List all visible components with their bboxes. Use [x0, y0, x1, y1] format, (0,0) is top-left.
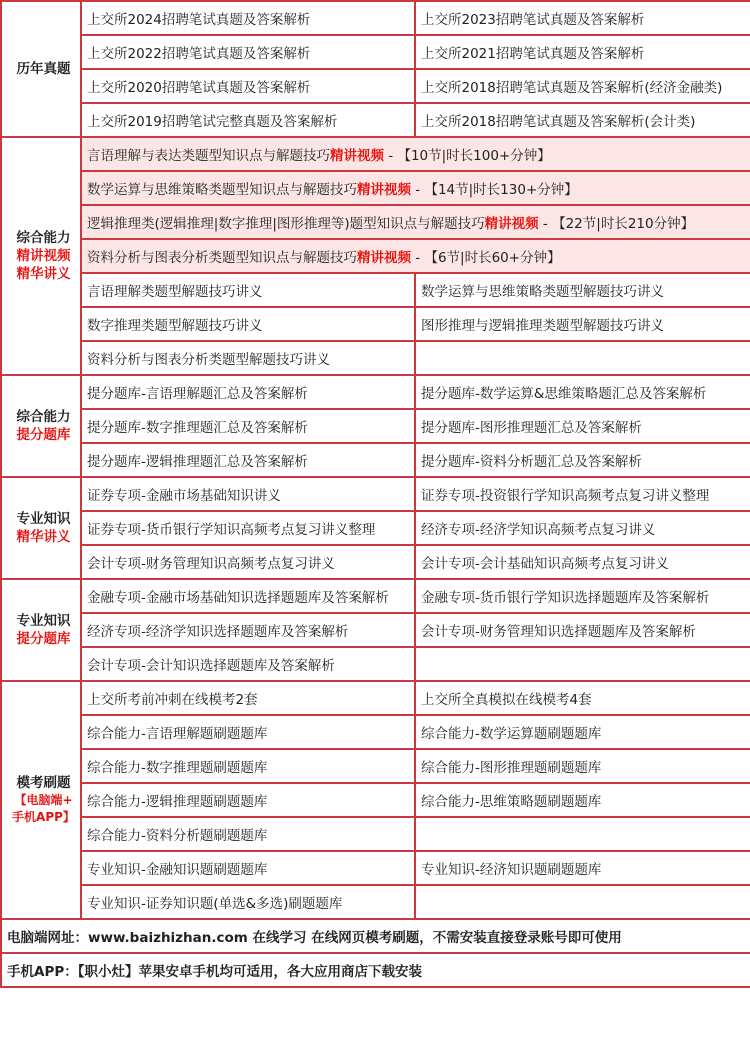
section-title: 专业知识 [16, 613, 71, 629]
resource-link[interactable]: 提分题库-数字推理题汇总及答案解析 [81, 409, 415, 443]
resource-link[interactable]: 会计专项-财务管理知识选择题题库及答案解析 [415, 613, 750, 647]
video-highlight-tag: 精讲视频 [484, 216, 539, 232]
resource-link[interactable]: 言语理解类题型解题技巧讲义 [81, 273, 415, 307]
resource-link[interactable]: 上交所考前冲刺在线模考2套 [81, 681, 415, 715]
resource-link[interactable]: 会计专项-会计知识选择题题库及答案解析 [81, 647, 415, 681]
video-highlight-tag: 精讲视频 [357, 182, 411, 198]
section-title: 专业知识 [16, 511, 71, 527]
category-label [1, 579, 81, 681]
video-course-title: 数学运算与思维策略类题型知识点与解题技巧 [87, 182, 357, 198]
section-subtitle: 精华讲义 [16, 266, 71, 282]
table-row [1, 885, 750, 919]
table-row [1, 579, 750, 613]
resource-link[interactable]: 上交所2019招聘笔试完整真题及答案解析 [81, 103, 415, 137]
video-course-title: 言语理解与表达类题型知识点与解题技巧 [87, 148, 330, 164]
video-row [1, 239, 750, 273]
resource-link[interactable]: 上交所2022招聘笔试真题及答案解析 [81, 35, 415, 69]
video-course-duration: - 【10节|时长100+分钟】 [384, 148, 551, 164]
resource-link[interactable]: 提分题库-言语理解题汇总及答案解析 [81, 375, 415, 409]
video-course-title: 逻辑推理类(逻辑推理|数字推理|图形推理等)题型知识点与解题技巧 [87, 216, 485, 232]
table-row [1, 443, 750, 477]
table-row [1, 375, 750, 409]
category-label [1, 137, 81, 375]
empty-cell [415, 817, 750, 851]
resource-link[interactable]: 专业知识-经济知识题刷题题库 [415, 851, 750, 885]
resource-link[interactable]: 资料分析与图表分析类题型解题技巧讲义 [81, 341, 415, 375]
video-course-duration: - 【6节|时长60+分钟】 [411, 250, 561, 266]
resource-link[interactable]: 上交所2023招聘笔试真题及答案解析 [415, 1, 750, 35]
table-row [1, 341, 750, 375]
table-row [1, 851, 750, 885]
table-row [1, 35, 750, 69]
table-row [1, 681, 750, 715]
footer-website-line: 电脑端网址：www.baizhizhan.com 在线学习 在线网页模考刷题，不需安装直接登录账号即可使用 [1, 919, 750, 953]
section-subtitle: 提分题库 [16, 631, 71, 647]
table-row [1, 477, 750, 511]
table-row [1, 817, 750, 851]
resource-link[interactable]: 数字推理类题型解题技巧讲义 [81, 307, 415, 341]
video-highlight-tag: 精讲视频 [330, 148, 384, 164]
resource-link[interactable]: 经济专项-经济学知识选择题题库及答案解析 [81, 613, 415, 647]
resource-link[interactable]: 上交所2018招聘笔试真题及答案解析(经济金融类) [415, 69, 750, 103]
resource-link[interactable]: 上交所2024招聘笔试真题及答案解析 [81, 1, 415, 35]
footer-app-line: 手机APP：【职小灶】苹果安卓手机均可适用，各大应用商店下载安装 [1, 953, 750, 987]
resource-link[interactable]: 图形推理与逻辑推理类题型解题技巧讲义 [415, 307, 750, 341]
footer-row [1, 919, 750, 953]
table-row [1, 715, 750, 749]
section-title: 综合能力 [16, 230, 71, 246]
resource-link[interactable]: 金融专项-金融市场基础知识选择题题库及答案解析 [81, 579, 415, 613]
resource-link[interactable]: 综合能力-图形推理题刷题题库 [415, 749, 750, 783]
resource-link[interactable]: 证券专项-投资银行学知识高频考点复习讲义整理 [415, 477, 750, 511]
resource-link[interactable]: 上交所2020招聘笔试真题及答案解析 [81, 69, 415, 103]
category-label [1, 1, 81, 137]
table-row [1, 783, 750, 817]
resource-link[interactable]: 数学运算与思维策略类题型解题技巧讲义 [415, 273, 750, 307]
table-row [1, 647, 750, 681]
video-course-link[interactable] [81, 171, 750, 205]
section-subtitle: 精讲视频 [16, 248, 71, 264]
table-row [1, 545, 750, 579]
table-row [1, 749, 750, 783]
resource-link[interactable]: 综合能力-言语理解题刷题题库 [81, 715, 415, 749]
video-course-link[interactable] [81, 239, 750, 273]
video-course-title: 资料分析与图表分析类题型知识点与解题技巧 [87, 250, 357, 266]
resource-link[interactable]: 上交所2021招聘笔试真题及答案解析 [415, 35, 750, 69]
resource-link[interactable]: 综合能力-资料分析题刷题题库 [81, 817, 415, 851]
footer-row [1, 953, 750, 987]
video-row [1, 205, 750, 239]
table-row [1, 1, 750, 35]
table-row [1, 613, 750, 647]
empty-cell [415, 647, 750, 681]
table-row [1, 511, 750, 545]
category-label [1, 375, 81, 477]
resource-link[interactable]: 会计专项-会计基础知识高频考点复习讲义 [415, 545, 750, 579]
resource-link[interactable]: 上交所2018招聘笔试真题及答案解析(会计类) [415, 103, 750, 137]
video-course-link[interactable] [81, 205, 750, 239]
section-subtitle: 手机APP】 [12, 810, 75, 824]
section-subtitle: 提分题库 [16, 427, 71, 443]
empty-cell [415, 885, 750, 919]
resource-link[interactable]: 提分题库-逻辑推理题汇总及答案解析 [81, 443, 415, 477]
resource-link[interactable]: 经济专项-经济学知识高频考点复习讲义 [415, 511, 750, 545]
category-label [1, 681, 81, 919]
video-highlight-tag: 精讲视频 [357, 250, 411, 266]
resource-link[interactable]: 上交所全真模拟在线模考4套 [415, 681, 750, 715]
resource-link[interactable]: 专业知识-金融知识题刷题题库 [81, 851, 415, 885]
resource-link[interactable]: 综合能力-逻辑推理题刷题题库 [81, 783, 415, 817]
section-subtitle: 【电脑端+ [14, 793, 73, 807]
resource-link[interactable]: 提分题库-图形推理题汇总及答案解析 [415, 409, 750, 443]
resource-link[interactable]: 综合能力-数学运算题刷题题库 [415, 715, 750, 749]
video-row [1, 171, 750, 205]
video-row [1, 137, 750, 171]
resource-link[interactable]: 专业知识-证券知识题(单选&多选)刷题题库 [81, 885, 415, 919]
resource-link[interactable]: 金融专项-货币银行学知识选择题题库及答案解析 [415, 579, 750, 613]
section-title: 模考刷题 [16, 775, 71, 791]
category-label [1, 477, 81, 579]
table-row [1, 307, 750, 341]
resource-link[interactable]: 提分题库-资料分析题汇总及答案解析 [415, 443, 750, 477]
resource-link[interactable]: 综合能力-思维策略题刷题题库 [415, 783, 750, 817]
empty-cell [415, 341, 750, 375]
section-title: 综合能力 [16, 409, 71, 425]
video-course-duration: - 【14节|时长130+分钟】 [411, 182, 578, 198]
table-row [1, 409, 750, 443]
resource-link[interactable]: 证券专项-货币银行学知识高频考点复习讲义整理 [81, 511, 415, 545]
video-course-duration: - 【22节|时长210分钟】 [538, 216, 695, 232]
table-row [1, 103, 750, 137]
resource-link[interactable]: 证券专项-金融市场基础知识讲义 [81, 477, 415, 511]
resource-link[interactable]: 提分题库-数学运算&思维策略题汇总及答案解析 [415, 375, 750, 409]
video-course-link[interactable] [81, 137, 750, 171]
table-row [1, 273, 750, 307]
resource-link[interactable]: 会计专项-财务管理知识高频考点复习讲义 [81, 545, 415, 579]
resource-link[interactable]: 综合能力-数字推理题刷题题库 [81, 749, 415, 783]
section-title: 历年真题 [16, 61, 71, 77]
section-subtitle: 精华讲义 [16, 529, 71, 545]
table-row [1, 69, 750, 103]
